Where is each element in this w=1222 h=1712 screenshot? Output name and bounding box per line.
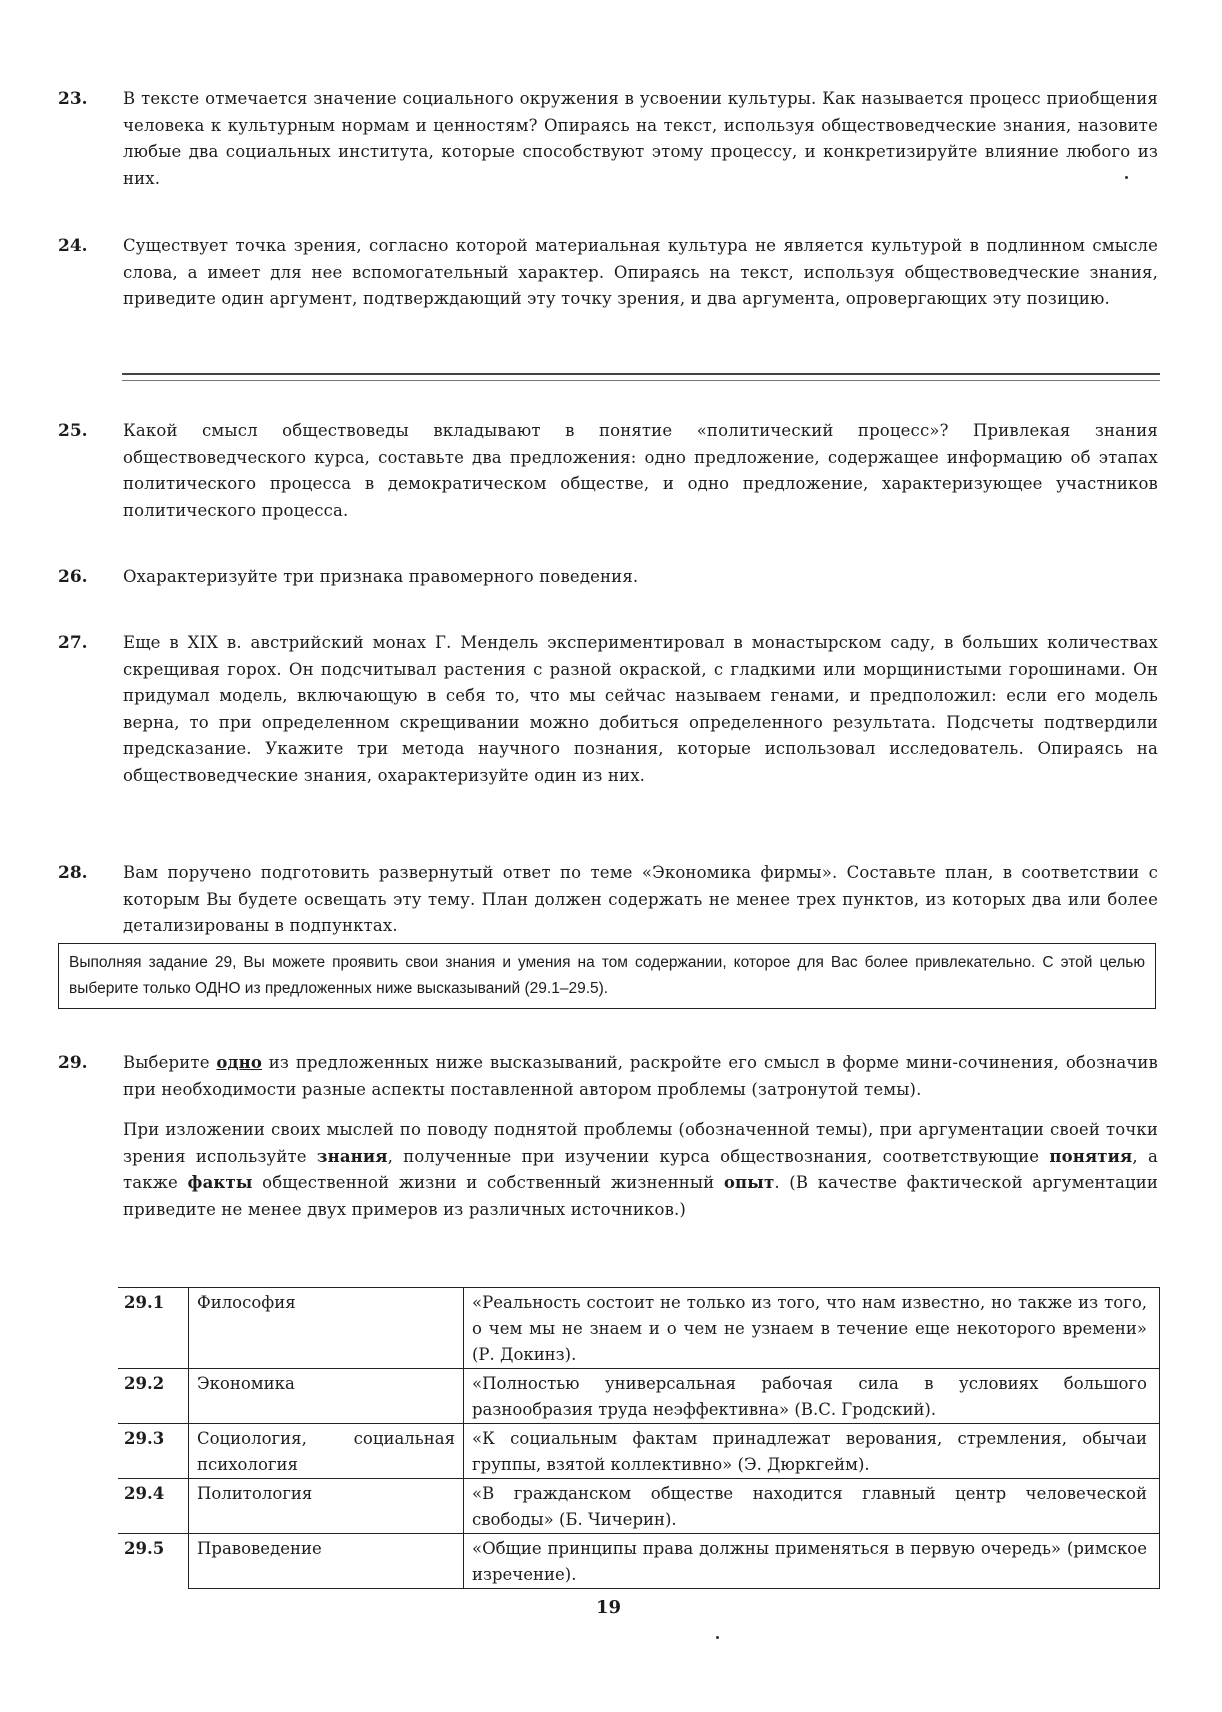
quote-number: 29.4 — [124, 1484, 165, 1503]
task-23 — [58, 86, 1158, 192]
emphasis-facts: факты — [187, 1173, 253, 1192]
emphasis-underlined: одно — [216, 1053, 263, 1072]
quote-text: «Реальность состоит не только из того, что нам известно, но также из того, о чем мы не знаем и о чем не узнаем в течение еще некоторого времени» (Р. Докинз). — [464, 1288, 1160, 1369]
table-row — [118, 1369, 1160, 1424]
quote-number: 29.3 — [124, 1429, 165, 1448]
task-number: 23. — [58, 89, 88, 109]
task-text: Существует точка зрения, согласно которой материальная культура не является культурой в подлинном смысле слова, а имеет для нее вспомогательный характер. Опираясь на текст, используя обществоведческие знания, приведите один аргумент, подтверждающий эту точку зрения, и два аргумента, опровергающих эту позицию. — [123, 236, 1158, 308]
section-divider — [122, 373, 1160, 381]
task-28 — [58, 860, 1158, 940]
task-25 — [58, 418, 1158, 524]
task-text: Еще в XIX в. австрийский монах Г. Мендель экспериментировал в монастырском саду, в больших количествах скрещивая горох. Он подсчитывал растения с разной окраской, с гладкими или морщинистыми горошинами. Он придумал модель, включающую в себя то, что мы сейчас называем генами, и предположил: если его модель верна, то при определенном скрещивании можно добиться определенного результата. Подсчеты подтвердили предсказание. Укажите три метода научного познания, которые использовал исследователь. Опираясь на обществоведческие знания, охарактеризуйте один из них. — [123, 633, 1158, 785]
task-number: 25. — [58, 421, 88, 441]
quote-subject: Экономика — [189, 1369, 464, 1424]
task-number: 24. — [58, 236, 88, 256]
task-number: 26. — [58, 567, 88, 587]
task-text: Вам поручено подготовить развернутый ответ по теме «Экономика фирмы». Составьте план, в соответствии с которым Вы будете освещать эту тему. План должен содержать не менее трех пунктов, из которых два или более детализированы в подпунктах. — [123, 863, 1158, 935]
quote-subject: Философия — [189, 1288, 464, 1369]
page-number: 19 — [596, 1597, 622, 1618]
task-24 — [58, 233, 1158, 313]
quote-subject: Социология, социальная психология — [189, 1424, 464, 1479]
quote-number: 29.1 — [124, 1293, 165, 1312]
task-26 — [58, 564, 1158, 591]
table-row — [118, 1479, 1160, 1534]
quote-number: 29.5 — [124, 1539, 165, 1558]
quote-text: «Полностью универсальная рабочая сила в условиях большого разнообразия труда неэффективна» (В.С. Гродский). — [464, 1369, 1160, 1424]
task-number: 28. — [58, 863, 88, 883]
task-number: 29. — [58, 1053, 88, 1073]
task-29-guidance: При изложении своих мыслей по поводу поднятой проблемы (обозначенной темы), при аргументации своей точки зрения используйте знания, полученные при изучении курса обществознания, соответствующие понятия, а также факты общественной жизни и собственный жизненный опыт. (В качестве фактической аргументации приведите не менее двух примеров из различных источников.) — [123, 1120, 1159, 1219]
quote-number: 29.2 — [124, 1374, 165, 1393]
task-29 — [58, 1050, 1158, 1223]
task-27 — [58, 630, 1158, 789]
scan-speck — [716, 1636, 719, 1639]
instruction-notice-box: Выполняя задание 29, Вы можете проявить свои знания и умения на том содержании, которое для Вас более привлекательно. С этой целью выберите только ОДНО из предложенных ниже высказываний (29.1–29.5). — [58, 943, 1156, 1009]
emphasis-experience: опыт — [723, 1173, 775, 1192]
quote-subject: Правоведение — [189, 1534, 464, 1589]
task-text: Какой смысл обществоведы вкладывают в понятие «политический процесс»? Привлекая знания обществоведческого курса, составьте два предложения: одно предложение, содержащее информацию об этапах политического процесса в демократическом обществе, и одно предложение, характеризующее участников политического процесса. — [123, 421, 1158, 520]
task-text: В тексте отмечается значение социального окружения в усвоении культуры. Как называется процесс приобщения человека к культурным нормам и ценностям? Опираясь на текст, используя обществоведческие знания, назовите любые два социальных института, которые способствуют этому процессу, и конкретизируйте влияние любого из них. — [123, 89, 1158, 188]
quotes-table — [118, 1287, 1160, 1589]
quote-text: «К социальным фактам принадлежат верования, стремления, обычаи группы, взятой коллективно» (Э. Дюркгейм). — [464, 1424, 1160, 1479]
quote-subject: Политология — [189, 1479, 464, 1534]
task-29-intro: Выберите одно из предложенных ниже высказываний, раскройте его смысл в форме мини-сочинения, обозначив при необходимости разные аспекты поставленной автором проблемы (затронутой темы). — [123, 1053, 1158, 1099]
table-row — [118, 1534, 1160, 1589]
task-number: 27. — [58, 633, 88, 653]
quote-text: «Общие принципы права должны применяться в первую очередь» (римское изречение). — [464, 1534, 1160, 1589]
task-text: Охарактеризуйте три признака правомерного поведения. — [123, 567, 639, 586]
table-row — [118, 1424, 1160, 1479]
scan-speck — [1125, 176, 1128, 179]
emphasis-knowledge: знания — [316, 1146, 388, 1166]
emphasis-concepts: понятия — [1049, 1146, 1133, 1166]
table-row — [118, 1288, 1160, 1369]
quote-text: «В гражданском обществе находится главный центр человеческой свободы» (Б. Чичерин). — [464, 1479, 1160, 1534]
